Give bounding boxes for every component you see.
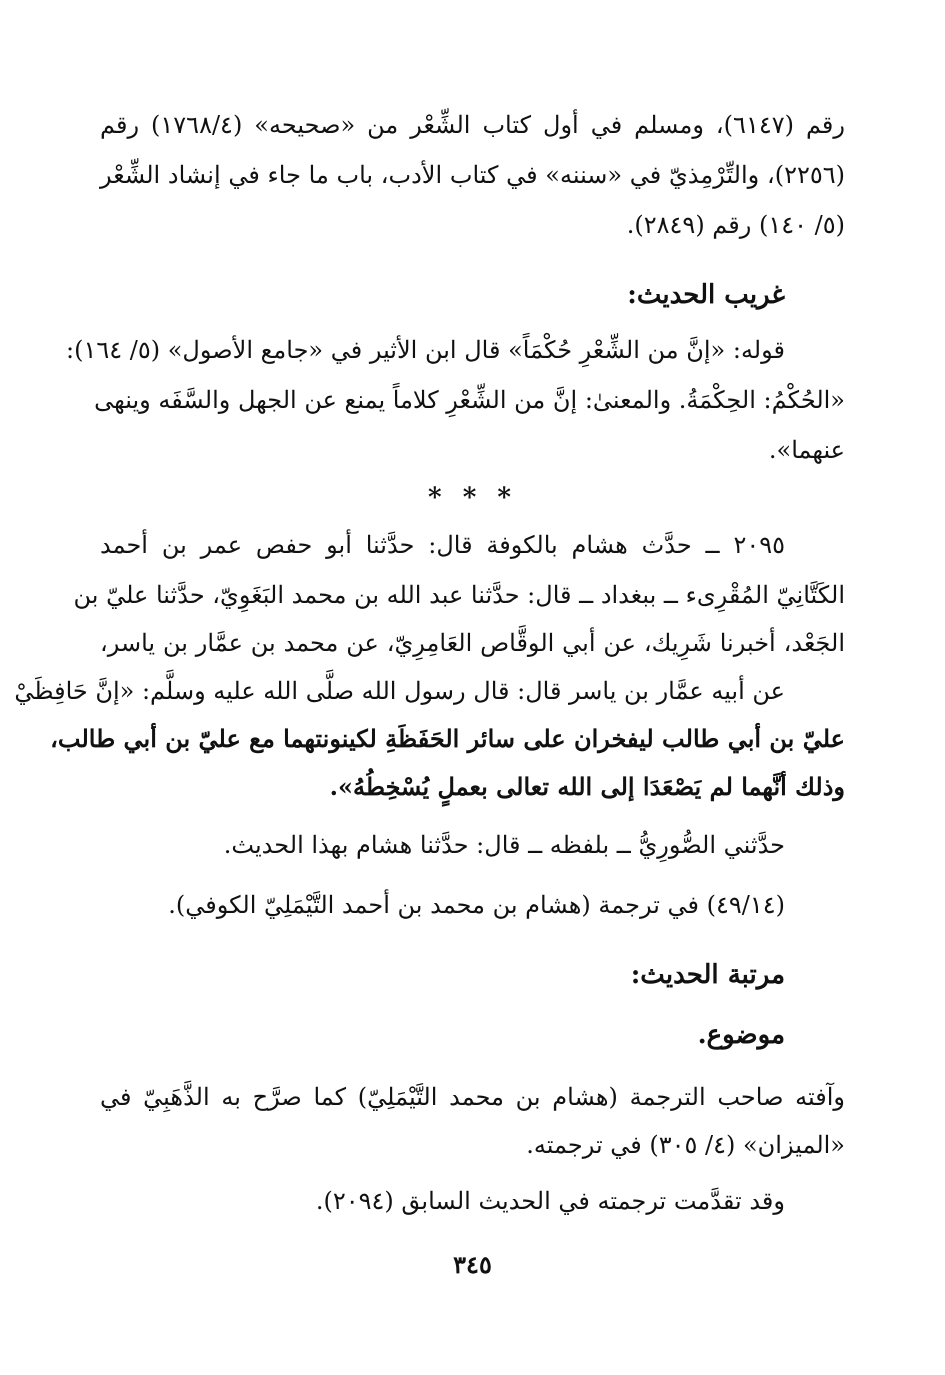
martaba-line: «الميزان» (٤/ ٣٠٥) في ترجمته. bbox=[526, 1131, 845, 1159]
hadith-matn-line: وذلك أنَّهما لم يَصْعَدَا إلى الله تعالى بعملٍ يُسْخِطُهُ». bbox=[329, 772, 845, 801]
takhrij-line: (٥/ ١٤٠) رقم (٢٨٤٩). bbox=[626, 211, 845, 239]
martaba-previous: وقد تقدَّمت ترجمته في الحديث السابق (٢٠٩٤). bbox=[315, 1187, 785, 1215]
hadith-matn-line: عليّ بن أبي طالب ليفخران على سائر الحَفَظَةِ لكينونتهما مع عليّ بن أبي طالب، bbox=[50, 724, 845, 753]
martaba-line: وآفته صاحب الترجمة (هشام بن محمد التَّيْمَلِيّ) كما صرَّح به الذَّهَبِيّ في bbox=[100, 1083, 845, 1111]
section-separator: * * * bbox=[428, 483, 517, 513]
gharib-line: قوله: «إنَّ من الشِّعْرِ حُكْمَاً» قال ابن الأثير في «جامع الأصول» (٥/ ١٦٤): bbox=[66, 336, 785, 364]
gharib-heading: غريب الحديث: bbox=[627, 280, 785, 310]
hadith-reference: (٤٩/١٤) في ترجمة (هشام بن محمد بن أحمد التَّيْمَلِيّ الكوفي). bbox=[168, 891, 785, 919]
page-number: ٣٤٥ bbox=[453, 1250, 492, 1279]
hadith-line: ٢٠٩٥ ــ حدَّث هشام بالكوفة قال: حدَّثنا أبو حفص عمر بن أحمد bbox=[100, 531, 785, 559]
hadith-line: عن أبيه عمَّار بن ياسر قال: قال رسول الله صلَّى الله عليه وسلَّم: «إنَّ حَافِظَيْ bbox=[14, 677, 785, 705]
takhrij-line: (٢٢٥٦)، والتِّرْمِذيّ في «سننه» في كتاب الأدب، باب ما جاء في إنشاد الشِّعْر bbox=[100, 161, 845, 189]
hadith-line: الكَتَّانِيّ المُقْرِىء ــ ببغداد ــ قال: حدَّثنا عبد الله بن محمد البَغَوِيّ، حدَّثنا عليّ بن bbox=[73, 581, 845, 609]
hadith-sowri-line: حدَّثني الصُّورِيُّ ــ بلفظه ــ قال: حدَّثنا هشام بهذا الحديث. bbox=[223, 831, 785, 859]
martaba-verdict: موضوع. bbox=[697, 1020, 785, 1050]
takhrij-line: رقم (٦١٤٧)، ومسلم في أول كتاب الشِّعْر من «صحيحه» (١٧٦٨/٤) رقم bbox=[100, 111, 845, 139]
martaba-heading: مرتبة الحديث: bbox=[630, 960, 785, 990]
gharib-line: عنهما». bbox=[768, 436, 845, 464]
hadith-line: الجَعْد، أخبرنا شَرِيك، عن أبي الوقَّاص العَامِرِيّ، عن محمد بن عمَّار بن ياسر، bbox=[100, 629, 845, 657]
gharib-line: «الحُكْمُ: الحِكْمَةُ. والمعنىٰ: إنَّ من الشِّعْرِ كلاماً يمنع عن الجهل والسَّفَه وينهى bbox=[94, 386, 845, 414]
